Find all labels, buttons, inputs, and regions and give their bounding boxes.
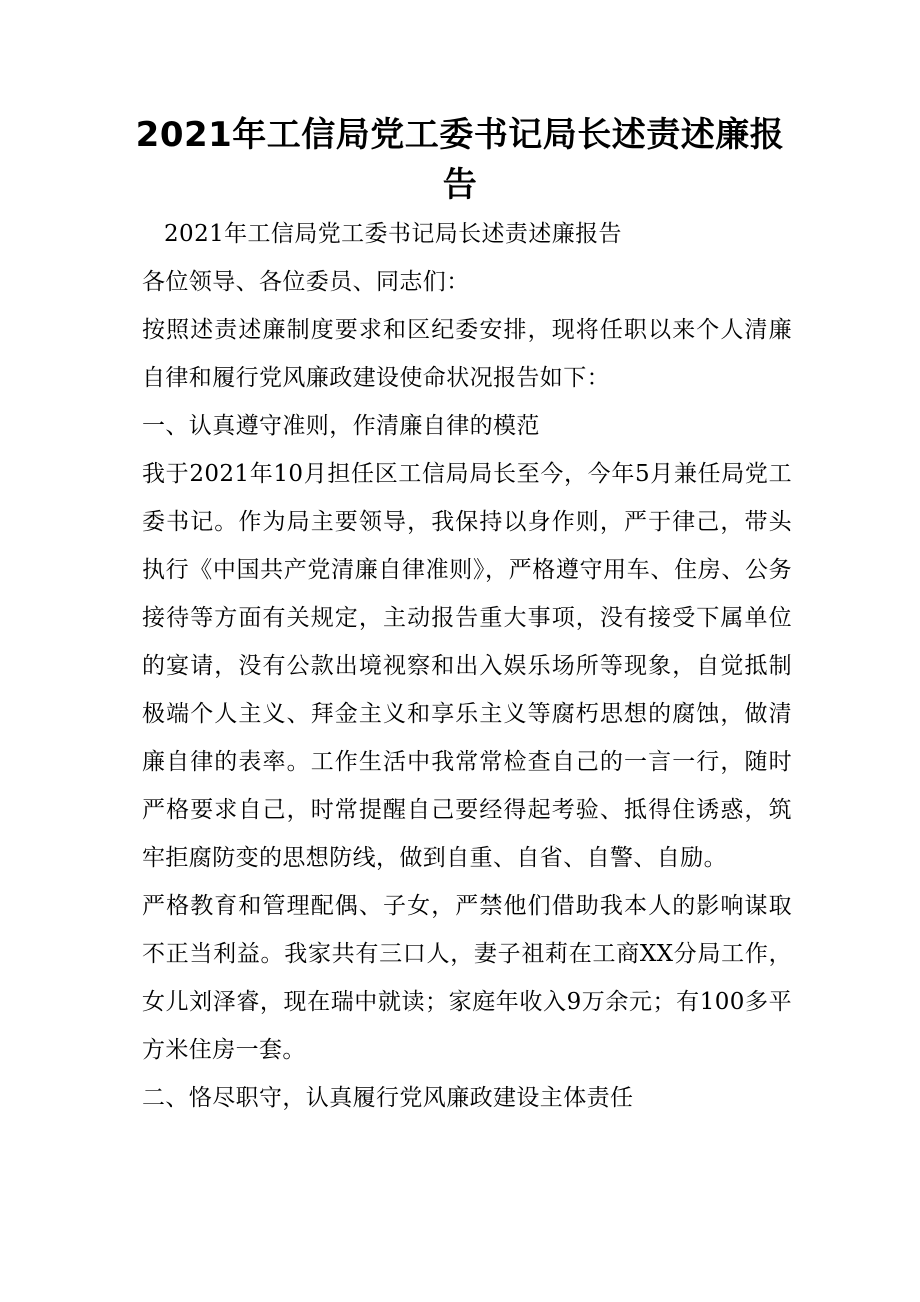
body-paragraph: 我于2021年10月担任区工信局局长至今，今年5月兼任局党工委书记。作为局主要领导，我保持以身作则，严于律己，带头执行《中国共产党清廉自律准则》，严格遵守用车、住房、公务接待等方面有关规定，主动报告重大事项，没有接受下属单位的宴请，没有公款出境视察和出入娱乐场所等现象，自觉抵制极端个人主义、拜金主义和享乐主义等腐朽思想的腐蚀，做清廉自律的表率。工作生活中我常常检查自己的一言一行，随时严格要求自己，时常提醒自己要经得起考验、抵得住诱惑，筑牢拒腐防变的思想防线，做到自重、自省、自警、自励。 <box>142 461 792 871</box>
section-heading-1: 一、认真遵守准则，作清廉自律的模范 <box>142 413 540 439</box>
intro-paragraph: 按照述责述廉制度要求和区纪委安排，现将任职以来个人清廉自律和履行党风廉政建设使命状况报告如下： <box>142 317 792 391</box>
section-heading-2: 二、恪尽职守，认真履行党风廉政建设主体责任 <box>142 1085 634 1111</box>
salutation-paragraph: 各位领导、各位委员、同志们： <box>142 269 470 295</box>
document-title: 2021年工信局党工委书记局长述责述廉报告 <box>135 115 785 205</box>
subtitle-paragraph: 2021年工信局党工委书记局长述责述廉报告 <box>164 221 622 247</box>
body-paragraph: 严格教育和管理配偶、子女，严禁他们借助我本人的影响谋取不正当利益。我家共有三口人，妻子祖莉在工商XX分局工作，女儿刘泽睿，现在瑞中就读；家庭年收入9万余元；有100多平方米住房一套。 <box>142 893 792 1063</box>
document-body <box>142 210 792 1122</box>
